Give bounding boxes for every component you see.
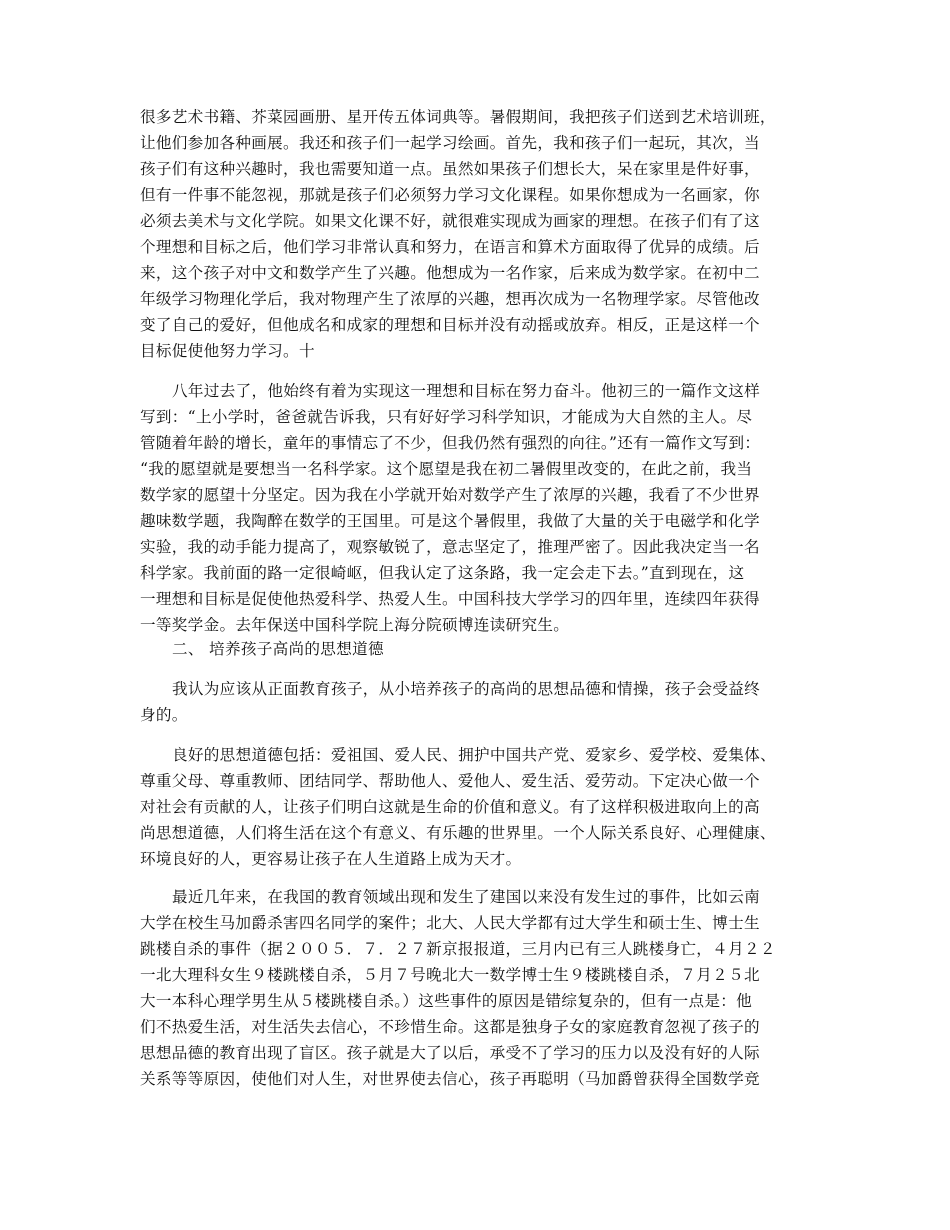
paragraph-good-morals bbox=[140, 742, 812, 872]
text-line: 变了自己的爱好，但他成名和成家的理想和目标并没有动摇或放弃。相反，正是这样一个 bbox=[140, 316, 760, 334]
text-line: 数学家的愿望十分坚定。因为我在小学就开始对数学产生了浓厚的兴趣，我看了不少世界 bbox=[140, 486, 760, 504]
text-line: 八年过去了，他始终有着为实现这一理想和目标在努力奋斗。他初三的一篇作文这样 bbox=[172, 382, 761, 400]
text-line: 来，这个孩子对中文和数学产生了兴趣。他想成为一名作家，后来成为数学家。在初中二 bbox=[140, 264, 760, 282]
text-line: 年级学习物理化学后，我对物理产生了浓厚的兴趣，想再次成为一名物理学家。尽管他改 bbox=[140, 290, 760, 308]
text-line: 一等奖学金。去年保送中国科学院上海分院硕博连读研究生。 bbox=[140, 616, 570, 634]
text-line: 但有一件事不能忽视，那就是孩子们必须努力学习文化课程。如果你想成为一名画家，你 bbox=[140, 186, 760, 204]
text-line: 写到：“上小学时，爸爸就告诉我，只有好好学习科学知识，才能成为大自然的主人。尽 bbox=[140, 408, 753, 426]
text-line: 身的。 bbox=[140, 706, 188, 724]
section-heading: 二、 培养孩子高尚的思想道德 bbox=[172, 640, 384, 658]
text-line: 尚思想道德，人们将生活在这个有意义、有乐趣的世界里。一个人际关系良好、心理健康、 bbox=[140, 824, 776, 842]
paragraph-art-study bbox=[140, 104, 812, 364]
paragraph-positive-education bbox=[140, 676, 812, 728]
text-line: 关系等等原因，使他们对人生，对世界使去信心，孩子再聪明（马加爵曾获得全国数学竞 bbox=[140, 1070, 760, 1088]
paragraph-recent-events bbox=[140, 884, 812, 1092]
text-line: 思想品德的教育出现了盲区。孩子就是大了以后，承受不了学习的压力以及没有好的人际 bbox=[140, 1044, 760, 1062]
section-heading-moral bbox=[140, 636, 812, 662]
text-line: 科学家。我前面的路一定很崎岖，但我认定了这条路，我一定会走下去。”直到现在，这 bbox=[140, 564, 745, 582]
text-line: 很多艺术书籍、芥菜园画册、星开传五体词典等。暑假期间，我把孩子们送到艺术培训班， bbox=[140, 108, 776, 126]
text-line: 大学在校生马加爵杀害四名同学的案件；北大、人民大学都有过大学生和硕士生、博士生 bbox=[140, 914, 760, 932]
text-line: 最近几年来，在我国的教育领域出现和发生了建国以来没有发生过的事件，比如云南 bbox=[172, 888, 761, 906]
text-line: 孩子们有这种兴趣时，我也需要知道一点。虽然如果孩子们想长大，呆在家里是件好事， bbox=[140, 160, 760, 178]
text-line: 环境良好的人，更容易让孩子在人生道路上成为天才。 bbox=[140, 850, 522, 868]
text-line: 良好的思想道德包括：爱祖国、爱人民、拥护中国共产党、爱家乡、爱学校、爱集体、 bbox=[172, 746, 776, 764]
text-line: 我认为应该从正面教育孩子，从小培养孩子的高尚的思想品德和情操，孩子会受益终 bbox=[172, 680, 761, 698]
text-line: 大一本科心理学男生从５楼跳楼自杀。）这些事件的原因是错综复杂的，但有一点是：他 bbox=[140, 992, 753, 1010]
text-line: 管随着年龄的增长，童年的事情忘了不少，但我仍然有强烈的向往。”还有一篇作文写到： bbox=[140, 434, 761, 452]
text-line: 让他们参加各种画展。我还和孩子们一起学习绘画。首先，我和孩子们一起玩，其次，当 bbox=[140, 134, 760, 152]
text-line: 目标促使他努力学习。十 bbox=[140, 342, 315, 360]
text-line: “我的愿望就是要想当一名科学家。这个愿望是我在初二暑假里改变的，在此之前，我当 bbox=[140, 460, 753, 478]
paragraph-eight-years bbox=[140, 378, 812, 638]
text-line: 们不热爱生活，对生活失去信心，不珍惜生命。这都是独身子女的家庭教育忽视了孩子的 bbox=[140, 1018, 760, 1036]
text-line: 趣味数学题，我陶醉在数学的王国里。可是这个暑假里，我做了大量的关于电磁学和化学 bbox=[140, 512, 760, 530]
text-line: 个理想和目标之后，他们学习非常认真和努力，在语言和算术方面取得了优异的成绩。后 bbox=[140, 238, 760, 256]
text-line: 尊重父母、尊重教师、团结同学、帮助他人、爱他人、爱生活、爱劳动。下定决心做一个 bbox=[140, 772, 760, 790]
text-line: 一理想和目标是促使他热爱科学、热爱人生。中国科技大学学习的四年里，连续四年获得 bbox=[140, 590, 760, 608]
text-line: 一北大理科女生９楼跳楼自杀，５月７号晚北大一数学博士生９楼跳楼自杀，７月２５北 bbox=[140, 966, 760, 984]
text-line: 对社会有贡献的人，让孩子们明白这就是生命的价值和意义。有了这样积极进取向上的高 bbox=[140, 798, 760, 816]
text-line: 跳楼自杀的事件（据２００５．７．２７新京报报道，三月内已有三人跳楼身亡，４月２２ bbox=[140, 940, 776, 958]
text-line: 实验，我的动手能力提高了，观察敏锐了，意志坚定了，推理严密了。因此我决定当一名 bbox=[140, 538, 760, 556]
text-line: 必须去美术与文化学院。如果文化课不好，就很难实现成为画家的理想。在孩子们有了这 bbox=[140, 212, 760, 230]
